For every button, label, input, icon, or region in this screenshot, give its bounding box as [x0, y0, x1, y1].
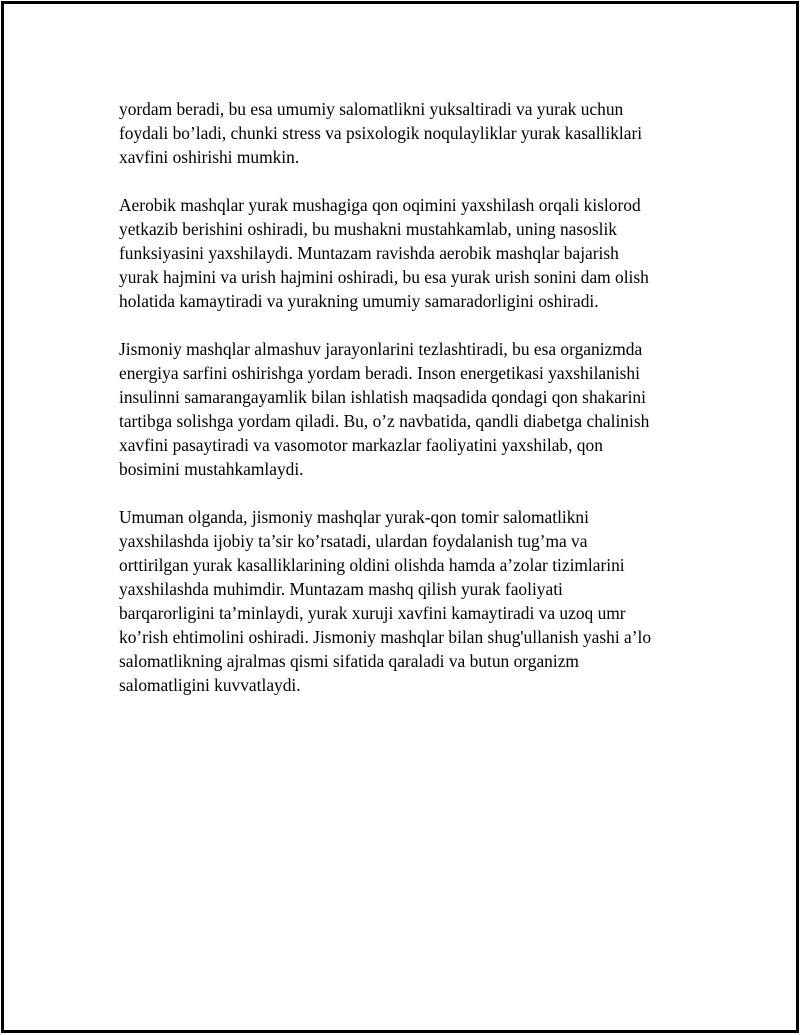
paragraph-1: yordam beradi, bu esa umumiy salomatlikni yuksaltiradi va yurak uchun foydali bo’ladi, chunki stress va psixologik noqulayliklar yurak kasalliklari xavfini oshirishi mumkin.: [119, 99, 643, 167]
page-frame: [1, 1, 799, 1033]
document-body: [119, 97, 699, 721]
paragraph-2: Aerobik mashqlar yurak mushagiga qon oqimini yaxshilash orqali kislorod yetkazib berishini oshiradi, bu mushakni mustahkamlab, uning nasoslik funksiyasini yaxshilaydi. Muntazam ravishda aerobik mashqlar bajarish yurak hajmini va urish hajmini oshiradi, bu esa yurak urish sonini dam olish holatida kamaytiradi va yurakning umumiy samaradorligini oshiradi.: [119, 195, 649, 311]
paragraph-4: Umuman olganda, jismoniy mashqlar yurak-qon tomir salomatlikni yaxshilashda ijobiy ta’sir ko’rsatadi, ulardan foydalanish tug’ma va orttirilgan yurak kasalliklarining oldini olishda hamda a’zolar tizimlarini yaxshilashda muhimdir. Muntazam mashq qilish yurak faoliyati barqarorligini ta’minlaydi, yurak xuruji xavfini kamaytiradi va uzoq umr ko’rish ehtimolini oshiradi. Jismoniy mashqlar bilan shug'ullanish yashi a’lo salomatlikning ajralmas qismi sifatida qaraladi va butun organizm salomatligini kuvvatlaydi.: [119, 507, 652, 695]
paragraph-3: Jismoniy mashqlar almashuv jarayonlarini tezlashtiradi, bu esa organizmda energiya sarfini oshirishga yordam beradi. Inson energetikasi yaxshilanishi insulinni samarangayamlik bilan ishlatish maqsadida qondagi qon shakarini tartibga solishga yordam qiladi. Bu, o’z navbatida, qandli diabetga chalinish xavfini pasaytiradi va vasomotor markazlar faoliyatini yaxshilab, qon bosimini mustahkamlaydi.: [119, 339, 650, 479]
